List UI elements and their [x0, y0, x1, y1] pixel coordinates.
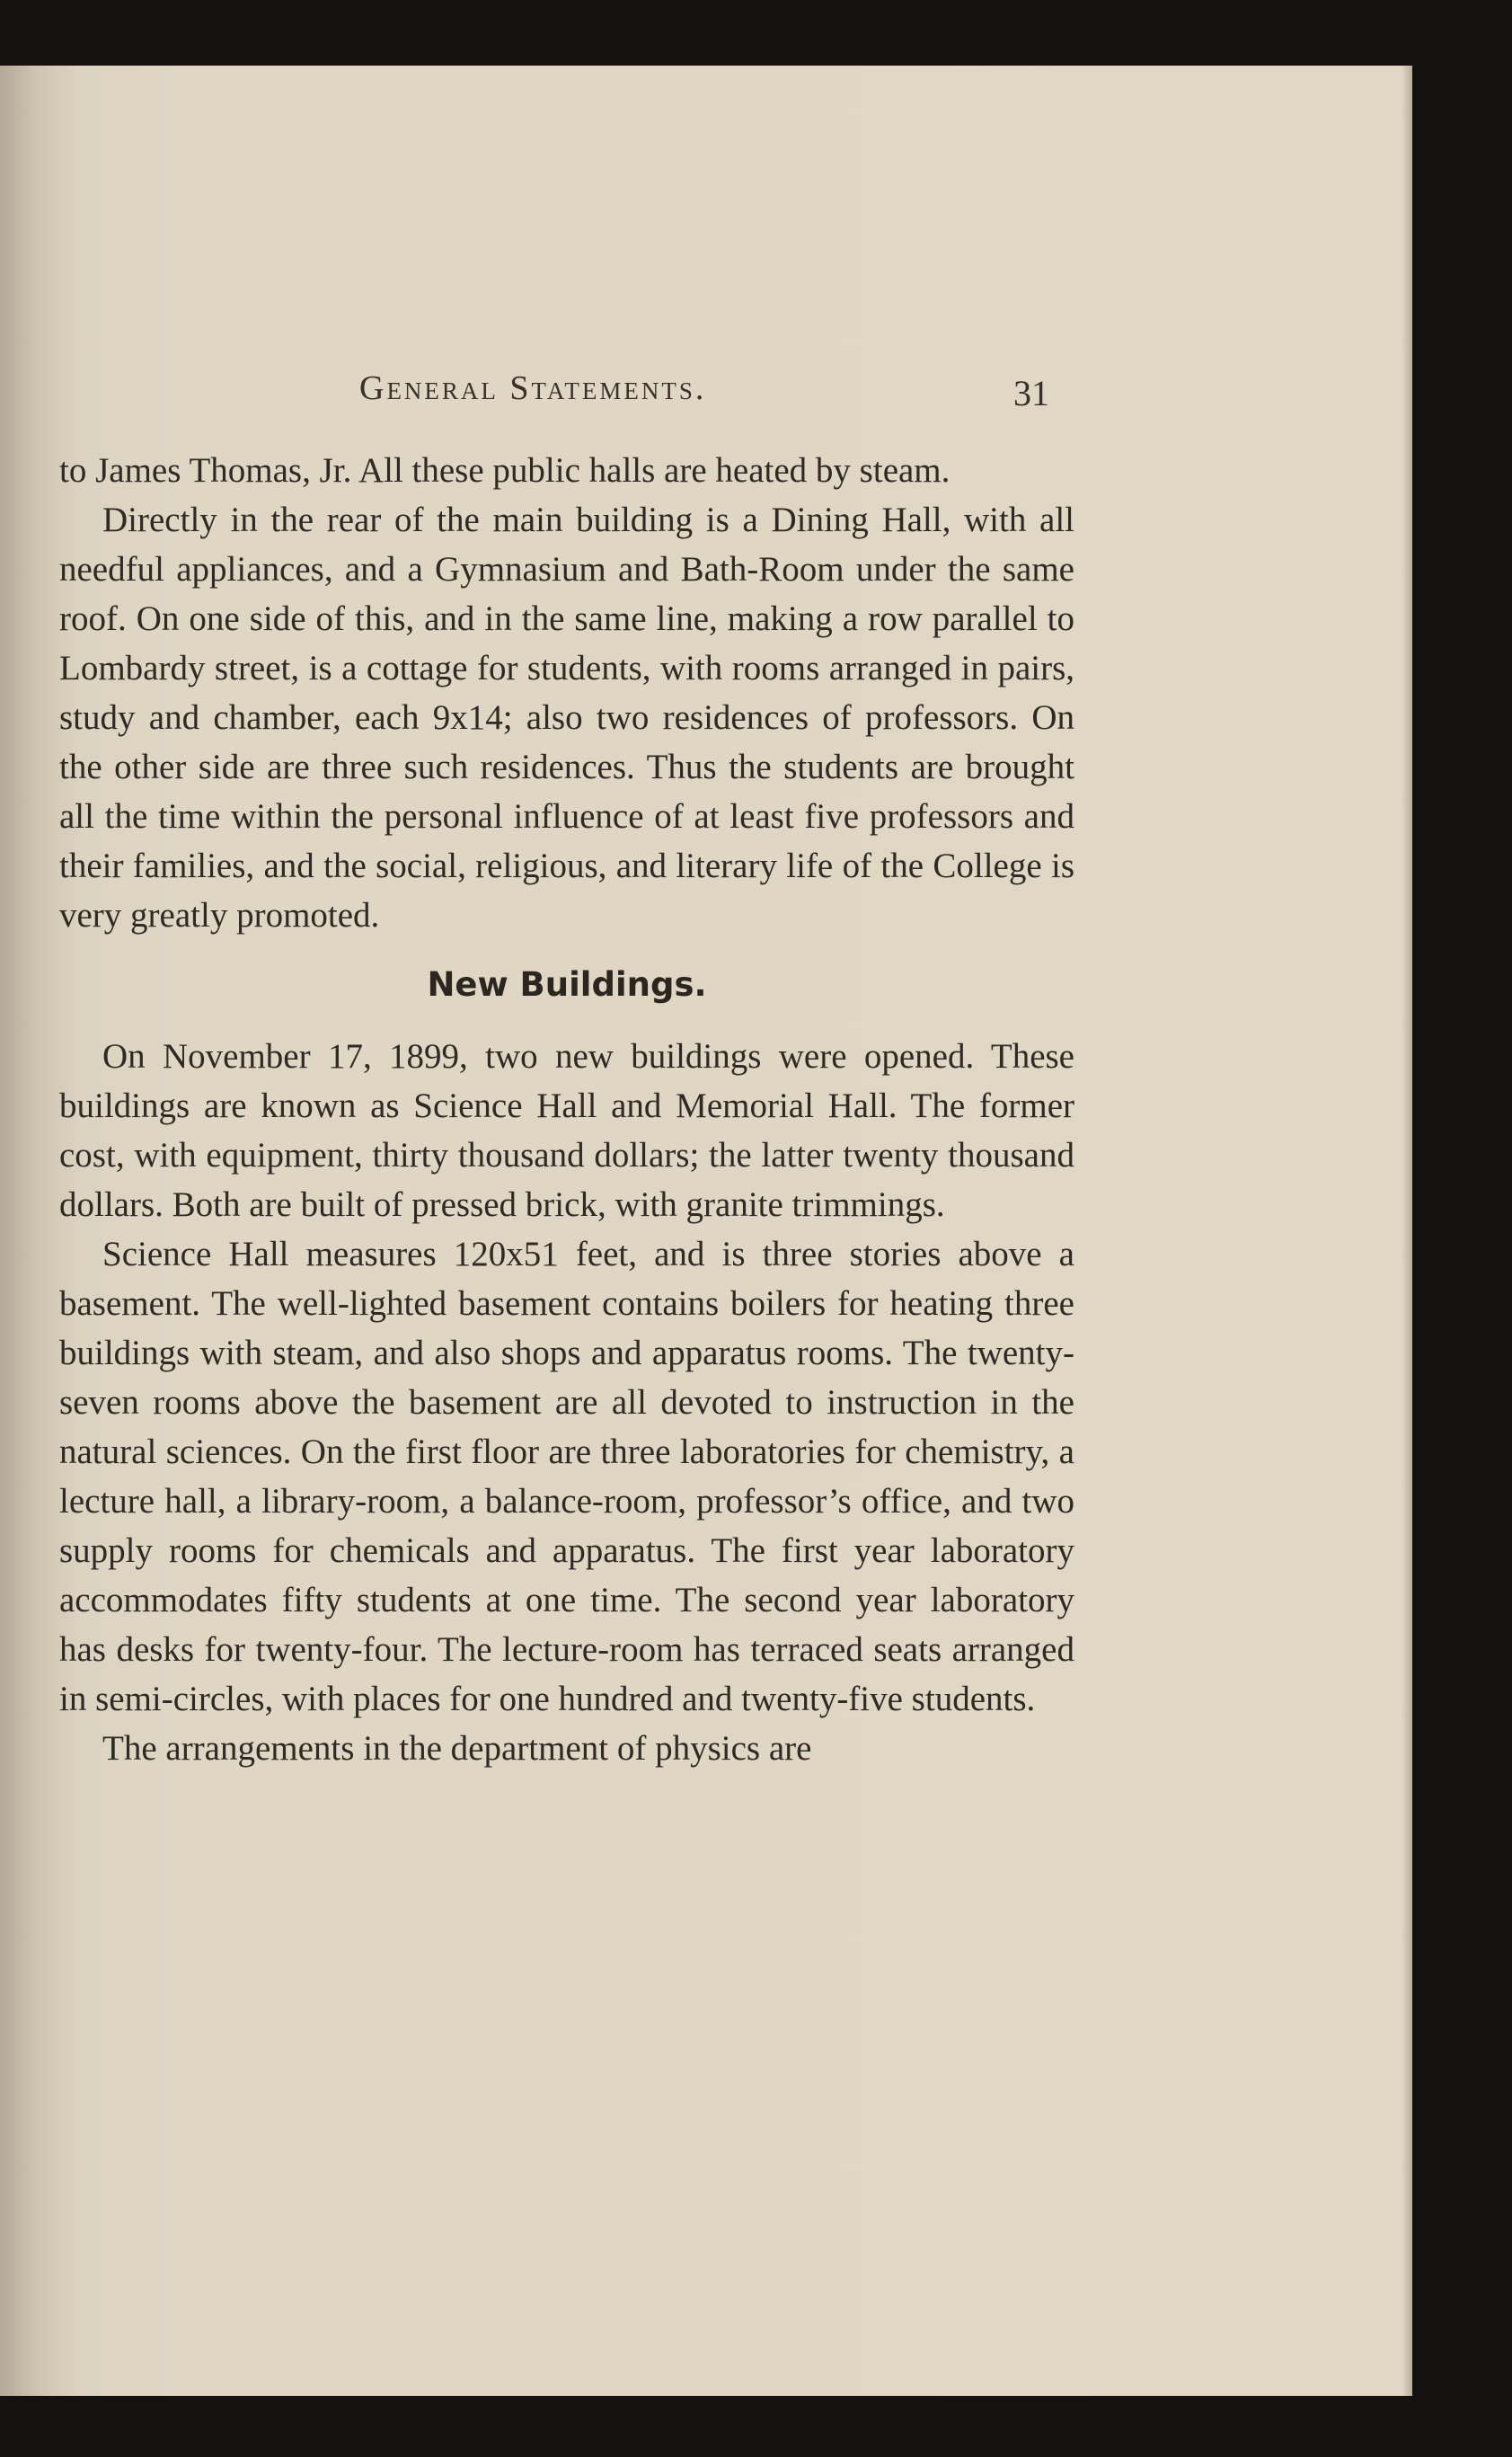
page-number: 31 — [1013, 373, 1049, 413]
paragraph-new-buildings: On November 17, 1899, two new buildings were opened. These buildings are known as Science Hall and Memorial Hall. The former cost, with equipment, thirty thousand dollars; the latter twenty thousand dollars. Both are built of pressed brick, with granite trimmings. — [59, 1037, 1074, 1224]
paragraph-science-hall: Science Hall measures 120x51 feet, and is three stories above a basement. The well-lighted basement contains boilers for heating three buildings with steam, and also shops and apparatus rooms. The twenty-seven rooms above the basement are all devoted to instruction in the natural sciences. On the first floor are three laboratories for chemistry, a lecture hall, a library-room, a balance-room, professor’s office, and two supply rooms for chemicals and apparatus. The first year laboratory accommodates fifty students at one time. The second year laboratory has desks for twenty-four. The lecture-room has terraced seats arranged in semi-circles, with places for one hundred and twenty-five students. — [59, 1235, 1074, 1718]
paragraph-dining-hall: Directly in the rear of the main building is a Dining Hall, with all needful appliances, and a Gymnasium and Bath-Room under the same roof. On one side of this, and in the same line, making a row parallel to Lombardy street, is a cottage for students, with rooms arranged in pairs, study and chamber, each 9x14; also two residences of professors. On the other side are three such residences. Thus the students are brought all the time within the personal influence of at least five professors and their families, and the social, religious, and literary life of the College is very greatly promoted. — [59, 501, 1074, 935]
paragraph-continued: to James Thomas, Jr. All these public halls are heated by steam. — [59, 451, 951, 490]
paragraph-physics: The arrangements in the department of physics are — [102, 1729, 812, 1768]
book-page — [0, 66, 1412, 2396]
running-head-title: General Statements. — [359, 369, 707, 407]
section-heading-new-buildings: New Buildings. — [427, 965, 707, 1004]
running-head — [0, 368, 1412, 422]
body-text — [59, 446, 1074, 1773]
